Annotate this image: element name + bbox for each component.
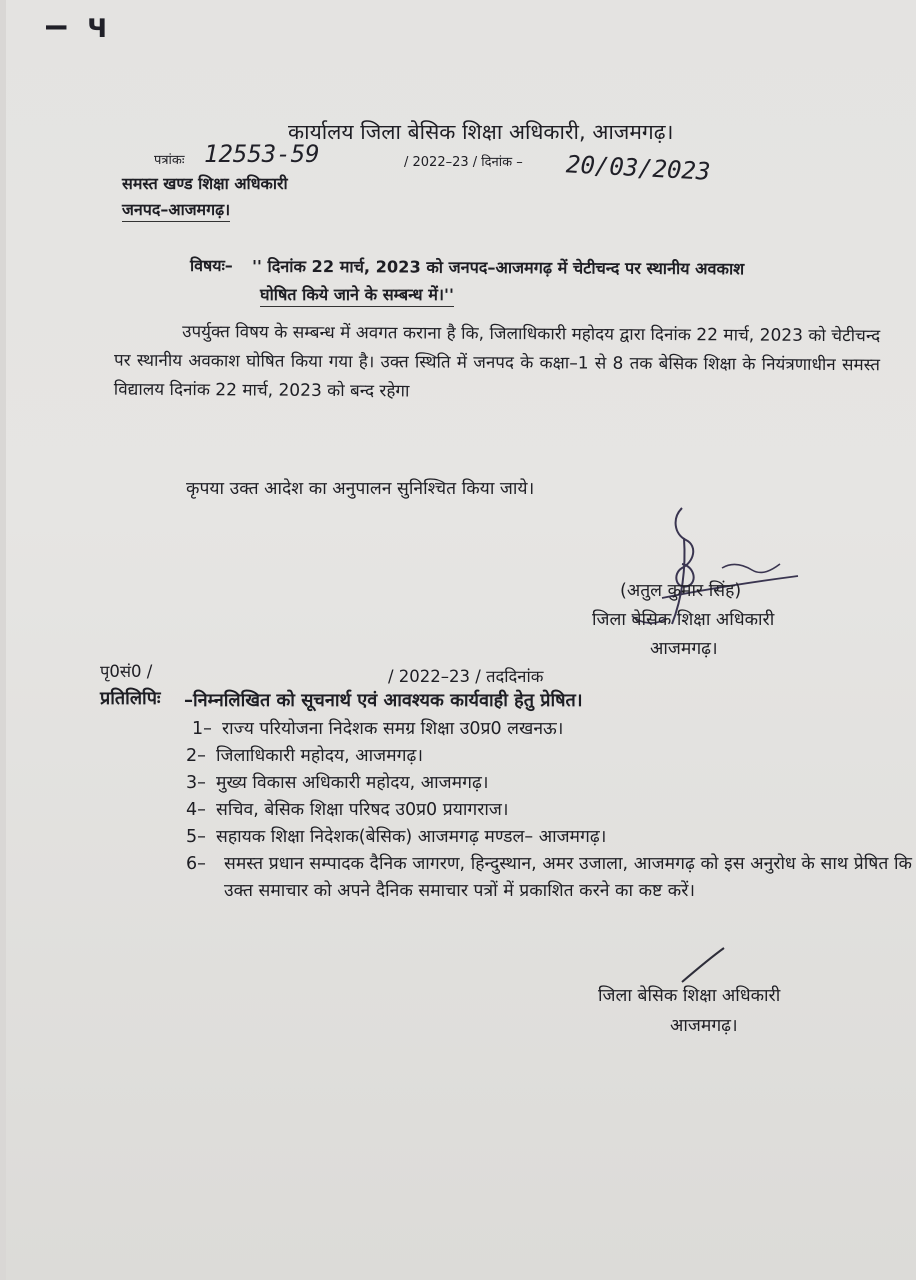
copy-recipient-number: 5–	[186, 827, 206, 847]
copy-recipient-text: जिलाधिकारी महोदय, आजमगढ़।	[216, 746, 423, 766]
signatory-name: (अतुल कुमार सिंह)	[620, 581, 742, 601]
copy-recipient-text: मुख्य विकास अधिकारी महोदय, आजमगढ़।	[216, 773, 489, 793]
letter-ref-mid: / 2022–23 / दिनांक –	[404, 155, 523, 170]
office-heading: कार्यालय जिला बेसिक शिक्षा अधिकारी, आजमगढ़।	[288, 120, 674, 144]
copy-recipient-number: 3–	[186, 773, 206, 793]
footer-signatory-place: आजमगढ़।	[670, 1016, 738, 1036]
letter-date: 20/03/2023	[565, 150, 712, 186]
copy-recipient-4	[186, 797, 509, 821]
copy-recipient-text: समस्त प्रधान सम्पादक दैनिक जागरण, हिन्दुस्थान, अमर उजाला, आजमगढ़ को इस अनुरोध के साथ प्रेषित कि उक्त समाचार को अपने दैनिक समाचार पत्रों में प्रकाशित करने का कष्ट करें।	[224, 854, 912, 901]
letter-paper	[6, 0, 916, 1280]
copy-ref-mid: / 2022–23 / तददिनांक	[388, 667, 544, 686]
copy-intro: –निम्नलिखित को सूचनार्थ एवं आवश्यक कार्यवाही हेतु प्रेषित।	[184, 690, 583, 711]
margin-handwritten-mark: – ч	[46, 6, 108, 46]
addressee-line-2: जनपद–आजमगढ़।	[122, 198, 230, 222]
copy-recipient-number: 2–	[186, 746, 206, 766]
copy-recipient-number: 1–	[192, 719, 212, 739]
copy-recipient-5	[186, 824, 606, 848]
copy-recipient-3	[186, 770, 488, 794]
copy-recipient-text: सचिव, बेसिक शिक्षा परिषद उ0प्र0 प्रयागराज।	[216, 800, 509, 820]
footer-initial-mark	[678, 946, 728, 986]
signatory-place: आजमगढ़।	[650, 639, 718, 659]
copy-recipient-1	[192, 716, 563, 740]
body-paragraph: उपर्युक्त विषय के सम्बन्ध में अवगत कराना है कि, जिलाधिकारी महोदय द्वारा दिनांक 22 मार्च, 2023 को चेटीचन्द पर स्थानीय अवकाश घोषित किया गया है। उक्त स्थिति में जनपद के कक्षा–1 से 8 तक बेसिक शिक्षा के नियंत्रणाधीन समस्त विद्यालय दिनांक 22 मार्च, 2023 को बन्द रहेगा	[113, 322, 881, 402]
copy-label: प्रतिलिपिः	[100, 688, 161, 709]
subject-line-2: घोषित किये जाने के सम्बन्ध में।''	[260, 283, 454, 307]
copy-ref-prefix: पृ0सं0 /	[100, 662, 153, 681]
compliance-line: कृपया उक्त आदेश का अनुपालन सुनिश्चित किया जाये।	[186, 479, 535, 499]
copy-recipient-text: राज्य परियोजना निदेशक समग्र शिक्षा उ0प्र0 लखनऊ।	[222, 719, 564, 739]
copy-recipient-number: 4–	[186, 800, 206, 820]
letter-ref-prefix: पत्रांकः	[154, 153, 185, 168]
letter-ref-number: 12553-59	[204, 140, 320, 168]
copy-recipient-number: 6–	[186, 854, 206, 874]
footer-signatory-title: जिला बेसिक शिक्षा अधिकारी	[598, 986, 781, 1006]
copy-recipient-text: सहायक शिक्षा निदेशक(बेसिक) आजमगढ़ मण्डल– आजमगढ़।	[216, 827, 607, 847]
subject-label: विषयः–	[190, 256, 233, 275]
copy-recipient-2	[186, 743, 423, 767]
subject-line-1: '' दिनांक 22 मार्च, 2023 को जनपद–आजमगढ़ में चेटीचन्द पर स्थानीय अवकाश	[251, 256, 745, 279]
copy-recipient-6	[186, 851, 912, 905]
addressee-line-1: समस्त खण्ड शिक्षा अधिकारी	[122, 174, 288, 193]
signatory-title: जिला बेसिक शिक्षा अधिकारी	[592, 610, 775, 630]
